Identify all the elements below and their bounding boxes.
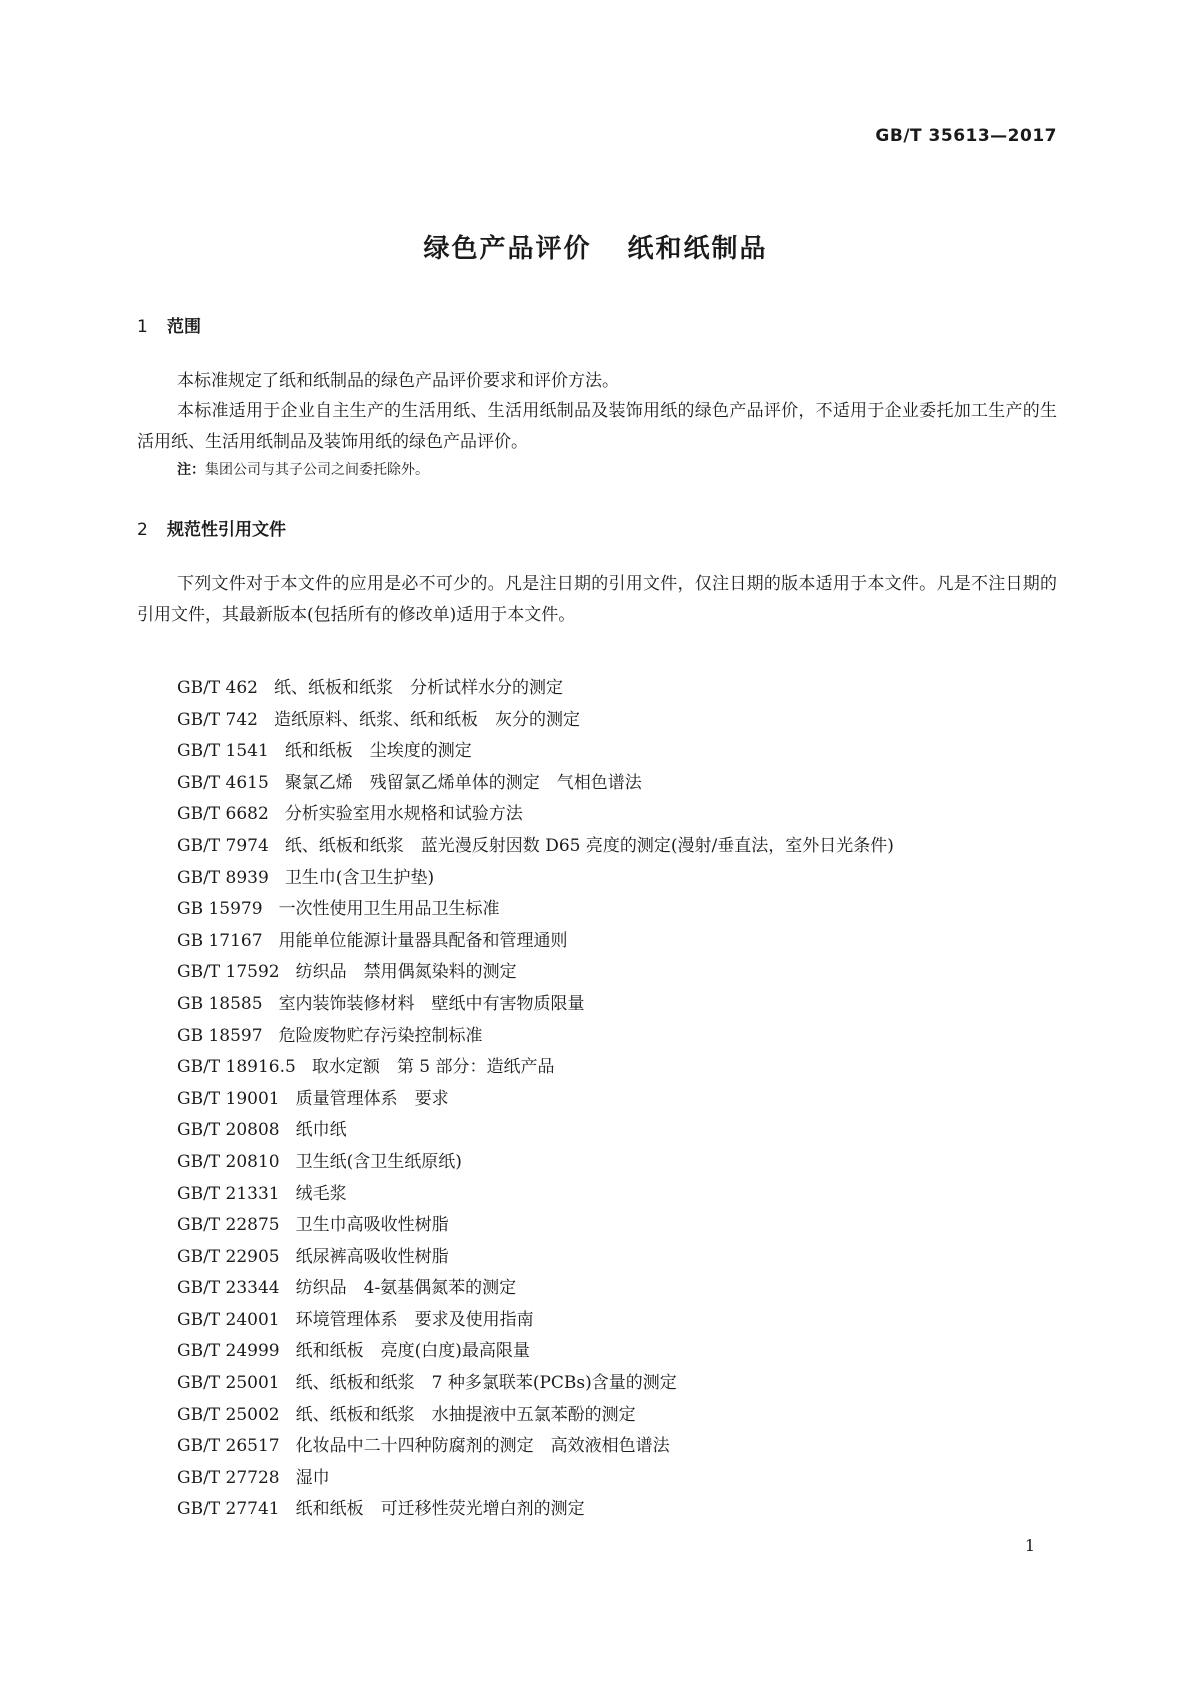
section-1-number: 1 xyxy=(137,317,148,337)
reference-item xyxy=(177,799,894,831)
reference-item xyxy=(177,1494,894,1526)
reference-item xyxy=(177,831,894,863)
reference-item xyxy=(177,1400,894,1432)
reference-code: GB/T 21331 xyxy=(177,1183,280,1204)
note-label: 注： xyxy=(177,462,205,478)
reference-code: GB/T 18916.5 xyxy=(177,1057,296,1078)
reference-code: GB/T 20808 xyxy=(177,1120,280,1141)
reference-title: 纸、纸板和纸浆 蓝光漫反射因数 D65 亮度的测定(漫射/垂直法，室外日光条件) xyxy=(284,835,894,856)
reference-title: 环境管理体系 要求及使用指南 xyxy=(295,1309,534,1330)
reference-item xyxy=(177,1368,894,1400)
reference-code: GB/T 24001 xyxy=(177,1309,280,1330)
reference-title: 纸和纸板 可迁移性荧光增白剂的测定 xyxy=(295,1499,585,1520)
reference-code: GB/T 20810 xyxy=(177,1151,280,1172)
reference-item xyxy=(177,1242,894,1274)
reference-title: 聚氯乙烯 残留氯乙烯单体的测定 气相色谱法 xyxy=(284,772,642,793)
reference-code: GB/T 1541 xyxy=(177,741,269,762)
title-part-1: 绿色产品评价 xyxy=(423,234,592,264)
standard-number: GB/T 35613—2017 xyxy=(875,126,1057,146)
reference-code: GB/T 27728 xyxy=(177,1467,280,1488)
reference-item xyxy=(177,736,894,768)
reference-code: GB/T 26517 xyxy=(177,1436,280,1457)
reference-title: 湿巾 xyxy=(295,1467,330,1488)
section-1-note xyxy=(177,459,429,479)
reference-code: GB/T 4615 xyxy=(177,772,269,793)
reference-code: GB 17167 xyxy=(177,930,263,951)
reference-item xyxy=(177,863,894,895)
document-title xyxy=(0,228,1191,265)
reference-item xyxy=(177,673,894,705)
reference-item xyxy=(177,1021,894,1053)
reference-code: GB/T 22905 xyxy=(177,1246,280,1267)
reference-item xyxy=(177,1179,894,1211)
reference-item xyxy=(177,1052,894,1084)
section-2-number: 2 xyxy=(137,520,148,540)
reference-item xyxy=(177,1084,894,1116)
reference-title: 用能单位能源计量器具配备和管理通则 xyxy=(278,930,568,951)
section-1-paragraph-1: 本标准规定了纸和纸制品的绿色产品评价要求和评价方法。 xyxy=(177,371,619,391)
note-text: 集团公司与其子公司之间委托除外。 xyxy=(205,462,429,478)
reference-code: GB/T 8939 xyxy=(177,867,269,888)
title-part-2: 纸和纸制品 xyxy=(627,234,768,264)
reference-item xyxy=(177,768,894,800)
reference-code: GB/T 19001 xyxy=(177,1088,280,1109)
reference-code: GB/T 6682 xyxy=(177,804,269,825)
reference-code: GB/T 25002 xyxy=(177,1404,280,1425)
reference-title: 取水定额 第 5 部分：造纸产品 xyxy=(311,1057,555,1078)
reference-title: 卫生纸(含卫生纸原纸) xyxy=(295,1151,462,1172)
page-number: 1 xyxy=(1024,1536,1035,1555)
reference-code: GB/T 462 xyxy=(177,678,258,698)
section-2-intro: 下列文件对于本文件的应用是必不可少的。凡是注日期的引用文件，仅注日期的版本适用于本文件。凡是不注日期的引用文件，其最新版本(包括所有的修改单)适用于本文件。 xyxy=(137,574,1057,625)
reference-item xyxy=(177,1115,894,1147)
reference-title: 纸和纸板 尘埃度的测定 xyxy=(284,741,472,762)
reference-code: GB/T 27741 xyxy=(177,1499,280,1520)
section-1-heading xyxy=(137,312,201,337)
reference-title: 卫生巾高吸收性树脂 xyxy=(295,1215,449,1236)
reference-code: GB 15979 xyxy=(177,899,263,920)
reference-title: 化妆品中二十四种防腐剂的测定 高效液相色谱法 xyxy=(295,1436,670,1457)
reference-title: 分析实验室用水规格和试验方法 xyxy=(284,804,523,825)
reference-title: 危险废物贮存污染控制标准 xyxy=(278,1025,483,1046)
reference-code: GB/T 22875 xyxy=(177,1215,280,1236)
reference-code: GB/T 7974 xyxy=(177,835,269,856)
reference-title: 卫生巾(含卫生护垫) xyxy=(284,867,435,888)
reference-item xyxy=(177,1210,894,1242)
reference-title: 纺织品 禁用偶氮染料的测定 xyxy=(295,962,517,983)
reference-code: GB 18585 xyxy=(177,993,263,1014)
reference-list xyxy=(177,673,894,1526)
reference-title: 纸尿裤高吸收性树脂 xyxy=(295,1246,449,1267)
section-1-title: 范围 xyxy=(167,317,201,337)
reference-item xyxy=(177,1431,894,1463)
reference-item xyxy=(177,926,894,958)
reference-item xyxy=(177,1336,894,1368)
reference-title: 质量管理体系 要求 xyxy=(295,1088,449,1109)
reference-code: GB/T 742 xyxy=(177,709,258,730)
reference-title: 纸巾纸 xyxy=(295,1120,347,1141)
reference-code: GB/T 17592 xyxy=(177,962,280,983)
reference-item xyxy=(177,957,894,989)
reference-item xyxy=(177,1273,894,1305)
section-2-heading xyxy=(137,515,286,540)
section-1-paragraph-2: 本标准适用于企业自主生产的生活用纸、生活用纸制品及装饰用纸的绿色产品评价，不适用于企业委托加工生产的生活用纸、生活用纸制品及装饰用纸的绿色产品评价。 xyxy=(137,401,1057,452)
reference-code: GB 18597 xyxy=(177,1025,263,1046)
reference-item xyxy=(177,1463,894,1495)
reference-code: GB/T 25001 xyxy=(177,1373,280,1394)
reference-item xyxy=(177,1147,894,1179)
reference-code: GB/T 24999 xyxy=(177,1341,280,1362)
reference-item xyxy=(177,894,894,926)
reference-title: 造纸原料、纸浆、纸和纸板 灰分的测定 xyxy=(274,709,580,730)
reference-item xyxy=(177,989,894,1021)
reference-code: GB/T 23344 xyxy=(177,1278,280,1299)
reference-title: 一次性使用卫生用品卫生标准 xyxy=(278,899,500,920)
reference-title: 纸、纸板和纸浆 水抽提液中五氯苯酚的测定 xyxy=(295,1404,636,1425)
reference-title: 纸、纸板和纸浆 分析试样水分的测定 xyxy=(274,678,563,698)
reference-title: 绒毛浆 xyxy=(295,1183,347,1204)
reference-item xyxy=(177,705,894,737)
reference-title: 纺织品 4-氨基偶氮苯的测定 xyxy=(295,1278,517,1299)
reference-title: 纸和纸板 亮度(白度)最高限量 xyxy=(295,1341,530,1362)
section-2-title: 规范性引用文件 xyxy=(167,520,286,540)
reference-title: 室内装饰装修材料 壁纸中有害物质限量 xyxy=(278,993,585,1014)
reference-item xyxy=(177,1305,894,1337)
reference-title: 纸、纸板和纸浆 7 种多氯联苯(PCBs)含量的测定 xyxy=(295,1373,677,1394)
